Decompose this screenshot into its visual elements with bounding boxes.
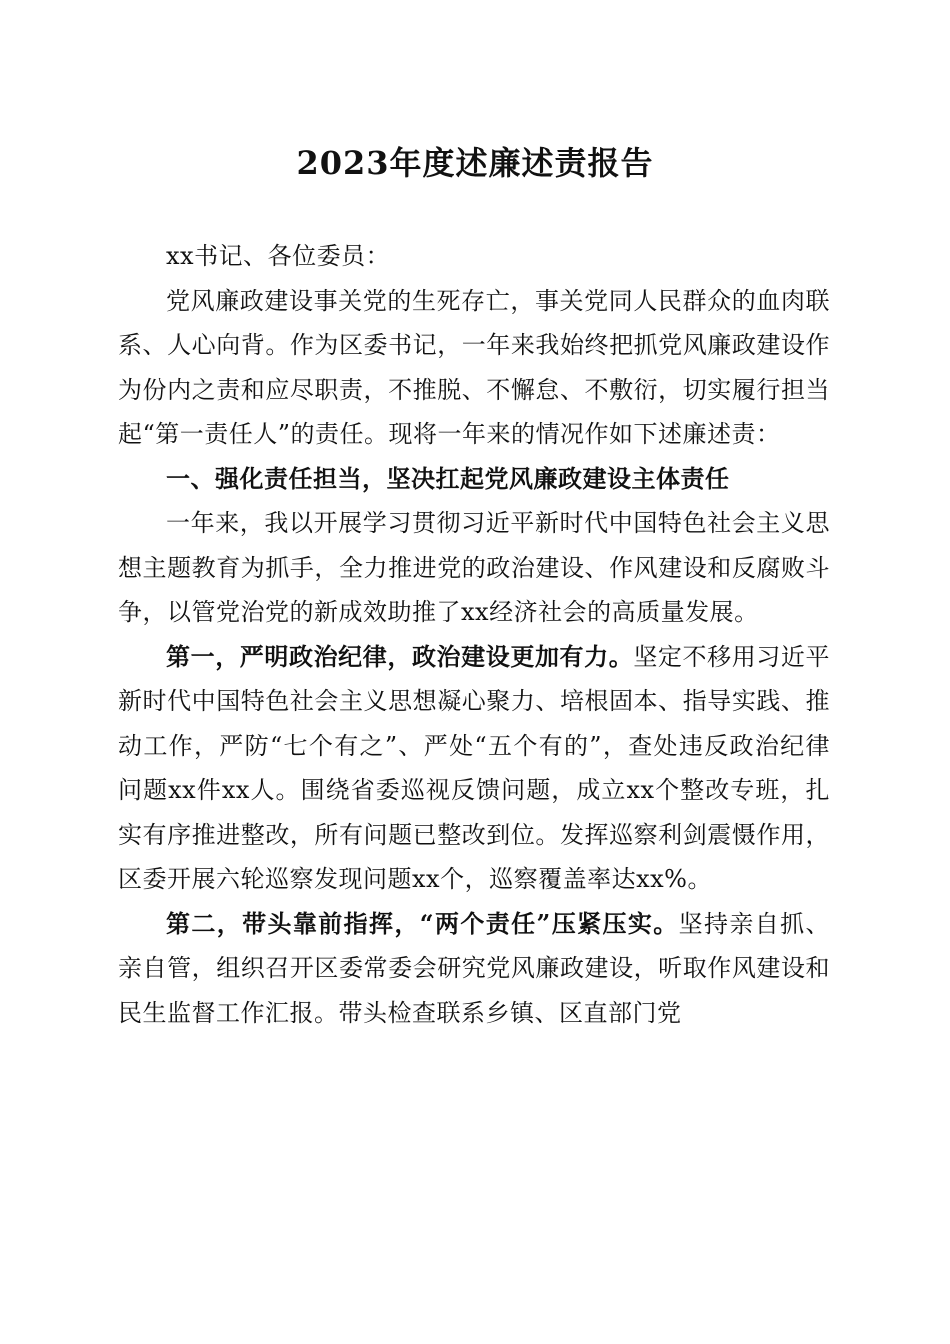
document-body [118, 234, 830, 1035]
intro-paragraph: 党风廉政建设事关党的生死存亡，事关党同人民群众的血肉联系、人心向背。作为区委书记，一年来我始终把抓党风廉政建设作为份内之责和应尽职责，不推脱、不懈怠、不敷衍，切实履行担当起“第一责任人”的责任。现将一年来的情况作如下述廉述责： [118, 286, 830, 448]
point-2-lead: 第二，带头靠前指挥，“两个责任”压紧压实。 [166, 908, 679, 938]
section-heading-1: 一、强化责任担当，坚决扛起党风廉政建设主体责任 [166, 464, 730, 493]
point-2-text: 坚持亲自抓、亲自管，组织召开区委常委会研究党风廉政建设，听取作风建设和民生监督工作汇报。带头检查联系乡镇、区直部门党 [118, 909, 831, 1027]
salutation: xx书记、各位委员： [166, 242, 391, 270]
point-1-paragraph [118, 635, 830, 902]
point-1-text: 坚定不移用习近平新时代中国特色社会主义思想凝心聚力、培根固本、指导实践、推动工作，严防“七个有之”、严处“五个有的”，查处违反政治纪律问题xx件xx人。围绕省委巡视反馈问题，成立xx个整改专班，扎实有序推进整改，所有问题已整改到位。发挥巡察利剑震慑作用，区委开展六轮巡察发现问题xx个，巡察覆盖率达xx%。 [118, 642, 831, 893]
point-2-paragraph [118, 902, 830, 1036]
point-1-lead: 第一，严明政治纪律，政治建设更加有力。 [166, 641, 634, 671]
section-1-intro-paragraph: 一年来，我以开展学习贯彻习近平新时代中国特色社会主义思想主题教育为抓手，全力推进党的政治建设、作风建设和反腐败斗争，以管党治党的新成效助推了xx经济社会的高质量发展。 [118, 509, 830, 626]
document-title: 2023年度述廉述责报告 [296, 144, 654, 182]
